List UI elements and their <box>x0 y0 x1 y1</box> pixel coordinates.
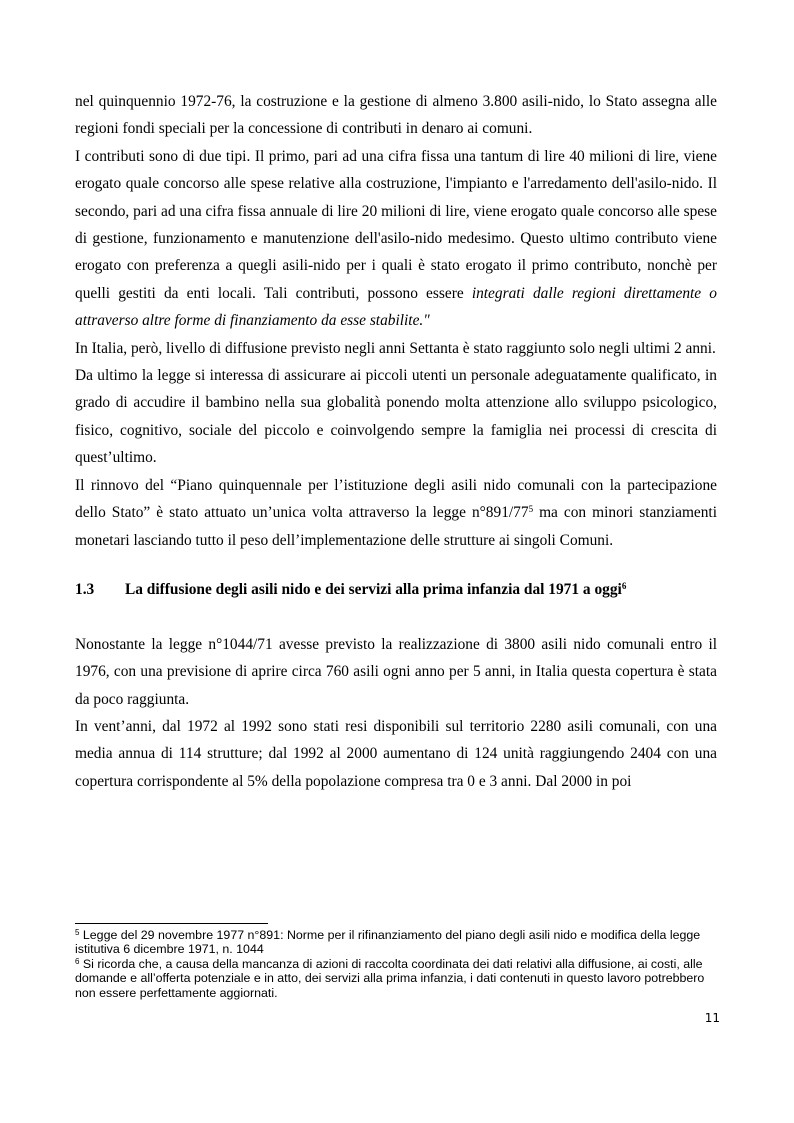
footnote-ref-6: 6 <box>621 580 627 591</box>
footnotes <box>75 928 719 1000</box>
paragraph-contributi <box>75 143 717 335</box>
footnote-separator <box>75 923 268 924</box>
footnote-6 <box>75 957 719 1000</box>
paragraph-continuation: nel quinquennio 1972-76, la costruzione e la gestione di almeno 3.800 asili-nido, lo Stato assegna alle regioni fondi speciali per la concessione di contributi in denaro ai comuni. <box>75 93 717 138</box>
footnote-marker: 5 <box>75 928 80 937</box>
section-number: 1.3 <box>75 580 95 598</box>
paragraph-contributi-quote: integrati dalle regioni direttamente o attraverso altre forme di finanziamento da esse stabilite." <box>75 284 717 330</box>
paragraph-rinnovo-text-b: ma con minori stanziamenti monetari lasciando tutto il peso dell’implementazione delle strutture ai singoli Comuni. <box>75 504 717 549</box>
footnote-ref-5: 5 <box>528 504 534 515</box>
paragraph-diffusione: In Italia, però, livello di diffusione previsto negli anni Settanta è stato raggiunto solo negli ultimi 2 anni. <box>75 339 716 357</box>
section-title <box>125 576 626 603</box>
paragraph-rinnovo <box>75 472 717 554</box>
footnote-5 <box>75 928 719 957</box>
footnote-text: Si ricorda che, a causa della mancanza di azioni di raccolta coordinata dei dati relativi alla diffusione, ai costi, alle domande e all’offerta potenziale e in atto, dei servizi alla prima infanzia, i dati contenuti in questo lavoro potrebbero non essere perfettamente aggiornati. <box>75 956 705 1000</box>
section-heading <box>75 576 717 603</box>
spacer <box>75 603 717 630</box>
paragraph-ventanni: In vent’anni, dal 1972 al 1992 sono stati resi disponibili sul territorio 2280 asili comunali, con una media annua di 114 strutture; dal 1992 al 2000 aumentano di 124 unità raggiungendo 2404 con una copertura corrispondente al 5% della popolazione compresa tra 0 e 3 anni. Dal 2000 in poi <box>75 717 717 790</box>
paragraph-contributi-text: I contributi sono di due tipi. Il primo, pari ad una cifra fissa una tantum di lire 40 milioni di lire, viene erogato quale concorso alle spese relative alla costruzione, l'impianto e l'arredamento dell'asilo-nido. Il secondo, pari ad una cifra fissa annuale di lire 20 milioni di lire, viene erogato quale concorso alle spese di gestione, funzionamento e manutenzione dell'asilo-nido medesimo. Questo ultimo contributo viene erogato con preferenza a quegli asili-nido per i quali è stato erogato il primo contributo, nonchè per quelli gestiti da enti locali. Tali contributi, possono essere <box>75 147 717 302</box>
paragraph-legge-1044: Nonostante la legge n°1044/71 avesse previsto la realizzazione di 3800 asili nido comunali entro il 1976, con una previsione di aprire circa 760 asili ogni anno per 5 anni, in Italia questa copertura è stata da poco raggiunta. <box>75 635 717 708</box>
body-text <box>75 88 717 795</box>
footnote-marker: 6 <box>75 956 80 966</box>
paragraph-rinnovo-text-a: Il rinnovo del “Piano quinquennale per l’istituzione degli asili nido comunali con la partecipazione dello Stato” è stato attuato un’unica volta attraverso la legge n°891/77 <box>75 476 717 522</box>
page-number: 11 <box>704 1011 720 1025</box>
section-title-text: La diffusione degli asili nido e dei servizi alla prima infanzia dal 1971 a oggi <box>125 580 622 598</box>
paragraph-personale: Da ultimo la legge si interessa di assicurare ai piccoli utenti un personale adeguatamente qualificato, in grado di accudire il bambino nella sua globalità ponendo molta attenzione allo sviluppo psicologico, fisico, cognitivo, sociale del piccolo e coinvolgendo sempre la famiglia nei processi di crescita di quest’ultimo. <box>75 367 717 467</box>
footnote-text: Legge del 29 novembre 1977 n°891: Norme per il rifinanziamento del piano degli asili nido e modifica della legge istitutiva 6 dicembre 1971, n. 1044 <box>75 928 701 957</box>
